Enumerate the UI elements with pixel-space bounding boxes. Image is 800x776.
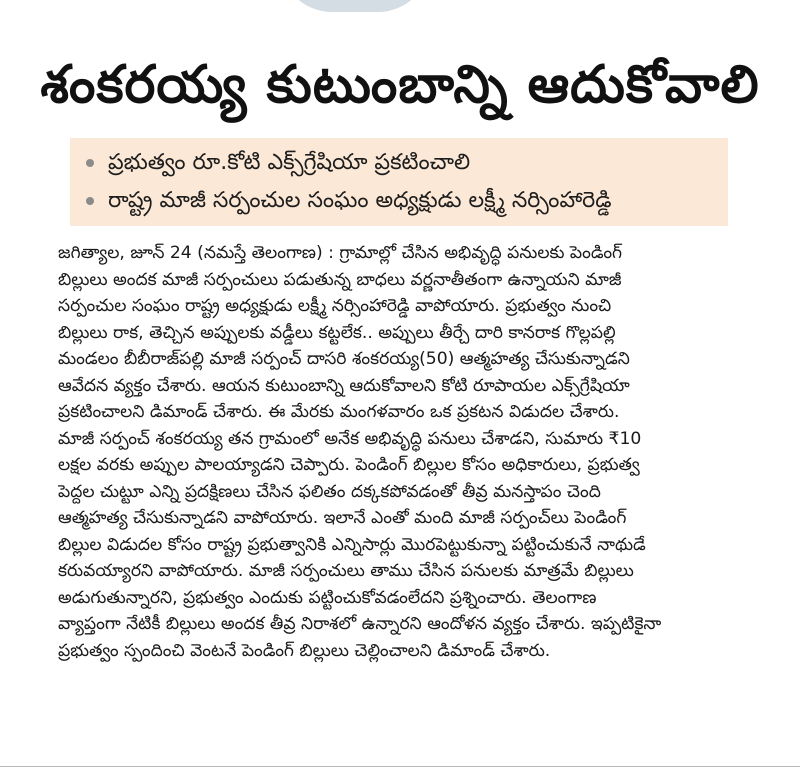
article-line: ప్రభుత్వం స్పందించి వెంటనే పెండింగ్ బిల్లులు చెల్లించాలని డిమాండ్ చేశారు. (58, 640, 551, 661)
highlight-list (86, 144, 714, 220)
bullet-icon (86, 197, 94, 205)
bullet-icon (86, 159, 94, 167)
article-line: మాజీ సర్పంచ్ శంకరయ్య తన గ్రామంలో అనేక అభివృద్ధి పనులు చేశాడని, సుమారు ₹10 (58, 428, 642, 449)
article-body (58, 240, 748, 664)
highlight-text: ప్రభుత్వం రూ.కోటి ఎక్స్‌గ్రేషియా ప్రకటించాలి (108, 150, 471, 175)
article-line: జగిత్యాల, జూన్ 24 (నమస్తే తెలంగాణ) : గ్రామాల్లో చేసిన అభివృద్ధి పనులకు పెండింగ్ (58, 243, 623, 263)
decorative-shape (280, 0, 430, 12)
bottom-divider (0, 766, 800, 767)
article-line: వ్యాప్తంగా నేటికీ బిల్లులు అందక తీవ్ర నిరాశలో ఉన్నారని ఆందోళన వ్యక్తం చేశారు. ఇప్పటికైనా (58, 614, 662, 634)
article-line: కరువయ్యారని వాపోయారు. మాజీ సర్పంచులు తాము చేసిన పనులకు మాత్రమే బిల్లులు (58, 561, 634, 581)
article-line: ప్రకటించాలని డిమాండ్ చేశారు. ఈ మేరకు మంగళవారం ఒక ప్రకటన విడుదల చేశారు. (58, 402, 620, 422)
article-line: ఆత్మహత్య చేసుకున్నాడని వాపోయారు. ఇలానే ఎంతో మంది మాజీ సర్పంచ్‌లు పెండింగ్ (58, 508, 627, 528)
article-line: పెద్దల చుట్టూ ఎన్ని ప్రదక్షిణలు చేసిన ఫలితం దక్కకపోవడంతో తీవ్ర మనస్తాపం చెంది (58, 481, 601, 502)
article-line: బిల్లుల విడుదల కోసం రాష్ట్ర ప్రభుత్వానికి ఎన్నిసార్లు మొరపెట్టుకున్నా పట్టించుకునే నాథుడే (58, 534, 646, 555)
highlight-item (86, 182, 714, 220)
article-line: బిల్లులు అందక మాజీ సర్పంచులు పడుతున్న బాధలు వర్ణనాతీతంగా ఉన్నాయని మాజీ (58, 269, 622, 290)
headline: శంకరయ్య కుటుంబాన్ని ఆదుకోవాలి (40, 55, 760, 115)
highlight-item (86, 144, 714, 182)
article-line: ఆవేదన వ్యక్తం చేశారు. ఆయన కుటుంబాన్ని ఆదుకోవాలని కోటి రూపాయల ఎక్స్‌గ్రేషియా (58, 375, 630, 396)
article-line: బిల్లులు రాక, తెచ్చిన అప్పులకు వడ్డీలు కట్టలేక.. అప్పులు తీర్చే దారి కానరాక గొల్లపల్లి (58, 322, 616, 343)
article-line: లక్షల వరకు అప్పుల పాలయ్యాడని చెప్పారు. పెండింగ్ బిల్లుల కోసం అధికారులు, ప్రభుత్వ (58, 455, 640, 475)
highlight-box (70, 138, 728, 226)
article-line: సర్పంచుల సంఘం రాష్ట్ర అధ్యక్షుడు లక్ష్మీ నర్సింహారెడ్డి వాపోయారు. ప్రభుత్వం నుంచి (58, 296, 612, 316)
article-line: అడుగుతున్నారని, ప్రభుత్వం ఎందుకు పట్టించుకోవడంలేదని ప్రశ్నించారు. తెలంగాణ (58, 587, 597, 608)
article-line: మండలం బీబీరాజ్‌పల్లి మాజీ సర్పంచ్ దాసరి శంకరయ్య(50) ఆత్మహత్య చేసుకున్నాడని (58, 349, 630, 369)
highlight-text: రాష్ట్ర మాజీ సర్పంచుల సంఘం అధ్యక్షుడు లక్ష్మీ నర్సింహారెడ్డి (108, 188, 612, 213)
